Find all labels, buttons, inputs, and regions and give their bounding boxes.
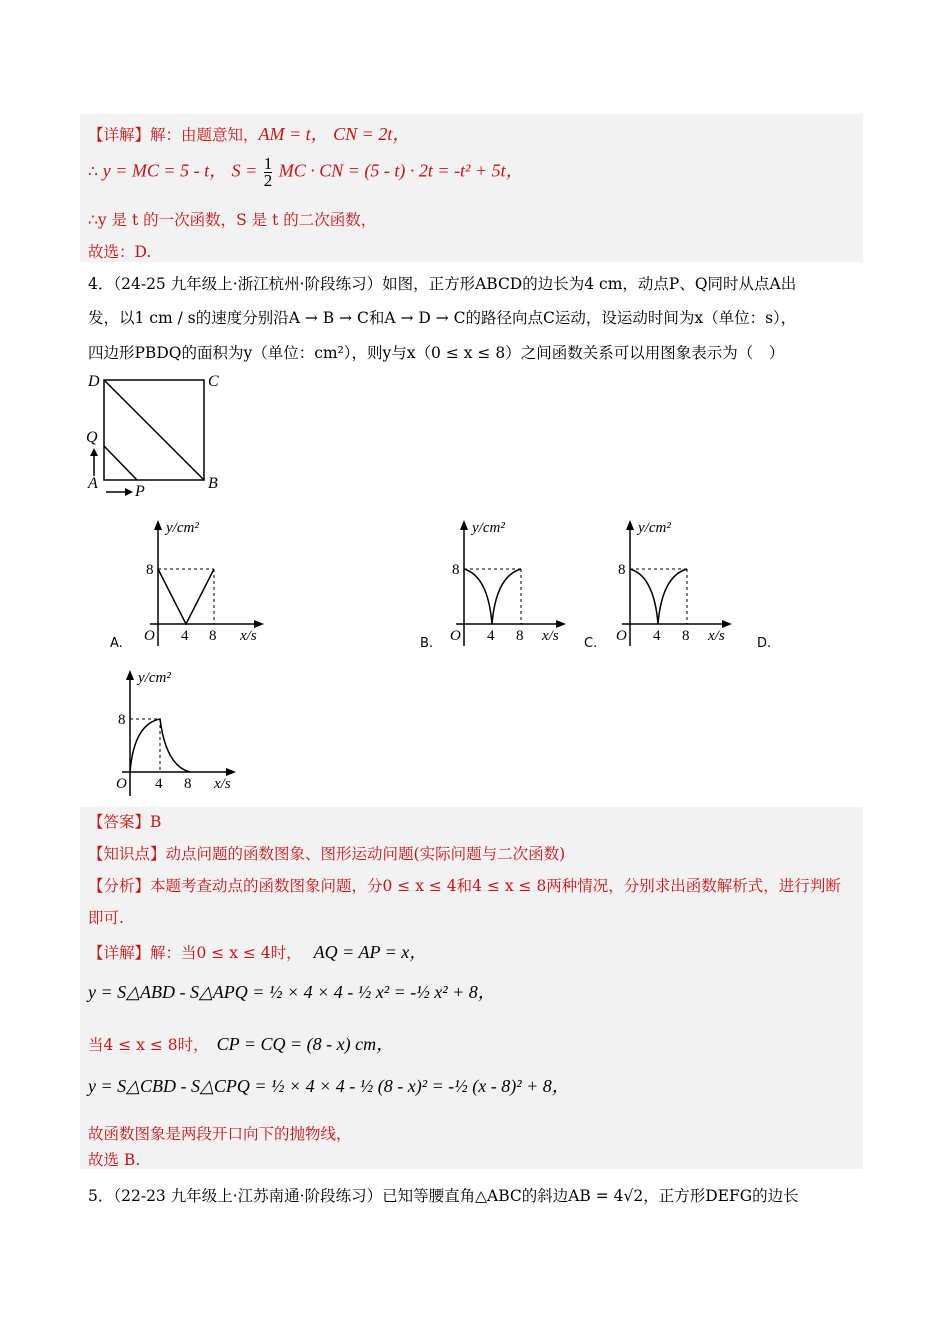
detail-line4: y = S△CBD - S△CPQ = ½ × 4 × 4 - ½ (8 - x)² = -½ (x - 8)² + 8， [88,1076,570,1096]
option-a-label[interactable]: A. [110,636,123,651]
q5-line1: 5．（22-23 九年级上·江苏南通·阶段练习）已知等腰直角△ABC的斜边AB = 4√2，正方形DEFG的边长 [88,1187,799,1205]
tick-8-y: 8 [146,562,154,578]
graph-option-d [104,666,244,801]
label-C: C [208,373,219,390]
analysis-line1: 【分析】本题考查动点的函数图象问题，分0 ≤ x ≤ 4和4 ≤ x ≤ 8两种情况，分别求出函数解析式，进行判断 [88,877,841,895]
graph-option-c [604,516,739,651]
sol3-line2: ∴ y = MC = 5 - t， S = $\frac{1}{2}$ MC · CN = (5 - t) · 2t = -t² + 5t， [88,154,524,190]
origin: O [616,628,627,644]
origin: O [144,628,155,644]
option-b-label[interactable]: B. [420,636,434,651]
q4-line1: 4．（24-25 九年级上·浙江杭州·阶段练习）如图，正方形ABCD的边长为4 cm，动点P、Q同时从点A出 [88,275,797,293]
sol3-line3: ∴y 是 t 的一次函数，S 是 t 的二次函数， [88,211,377,229]
detail-line6: 故选 B. [88,1151,141,1169]
tick-4: 4 [653,628,661,644]
q4-line2: 发，以1 cm / s的速度分别沿A → B → C和A → D → C的路径向点C运动，设运动时间为x（单位：s）， [88,309,797,327]
xlabel-a: x/s [240,628,257,644]
xlabel-c: x/s [708,628,725,644]
ylabel-c: y/cm² [638,520,671,536]
option-c-label[interactable]: C. [584,636,598,651]
label-Q: Q [86,429,98,446]
detail-line1: 【详解】解：当0 ≤ x ≤ 4时， AQ = AP = x， [88,942,428,962]
fraction: $\frac{1}{2}$ [263,154,273,190]
square-figure [82,368,232,504]
tick-8-y: 8 [618,562,626,578]
answer-line: 【答案】B [88,813,162,831]
label-B: B [208,475,218,492]
ylabel-b: y/cm² [472,520,505,536]
tick-4: 4 [155,776,163,792]
tick-4: 4 [487,628,495,644]
tick-8-y: 8 [118,712,126,728]
ylabel-d: y/cm² [138,670,171,686]
analysis-line2: 即可. [88,909,124,927]
sol3-line4: 故选：D. [88,243,152,261]
detail-line2: y = S△ABD - S△APQ = ½ × 4 × 4 - ½ x² = -½ x² + 8， [88,982,496,1002]
tick-8-x: 8 [682,628,690,644]
detail-line5: 故函数图象是两段开口向下的抛物线， [88,1125,352,1143]
graph-option-a [140,516,275,651]
origin: O [450,628,461,644]
graph-option-b [438,516,573,651]
label-D: D [88,373,100,390]
ylabel-a: y/cm² [166,520,199,536]
label-P: P [135,483,145,500]
tick-8-x: 8 [184,776,192,792]
detail-line3: 当4 ≤ x ≤ 8时， CP = CQ = (8 - x) cm， [88,1034,395,1054]
tick-4: 4 [181,628,189,644]
origin: O [116,776,127,792]
xlabel-b: x/s [542,628,559,644]
q4-line3: 四边形PBDQ的面积为y（单位：cm²），则y与x（0 ≤ x ≤ 8）之间函数关系可以用图象表示为（ ） [88,344,785,362]
tick-8-x: 8 [516,628,524,644]
tick-8-y: 8 [452,562,460,578]
xlabel-d: x/s [214,776,231,792]
option-d-label[interactable]: D. [757,636,772,651]
label-A: A [88,475,98,492]
tick-8-x: 8 [209,628,217,644]
sol3-line1: 【详解】解：由题意知，AM = t， CN = 2t， [88,124,411,144]
knowledge-point-line: 【知识点】动点问题的函数图象、图形运动问题(实际问题与二次函数) [88,845,566,863]
